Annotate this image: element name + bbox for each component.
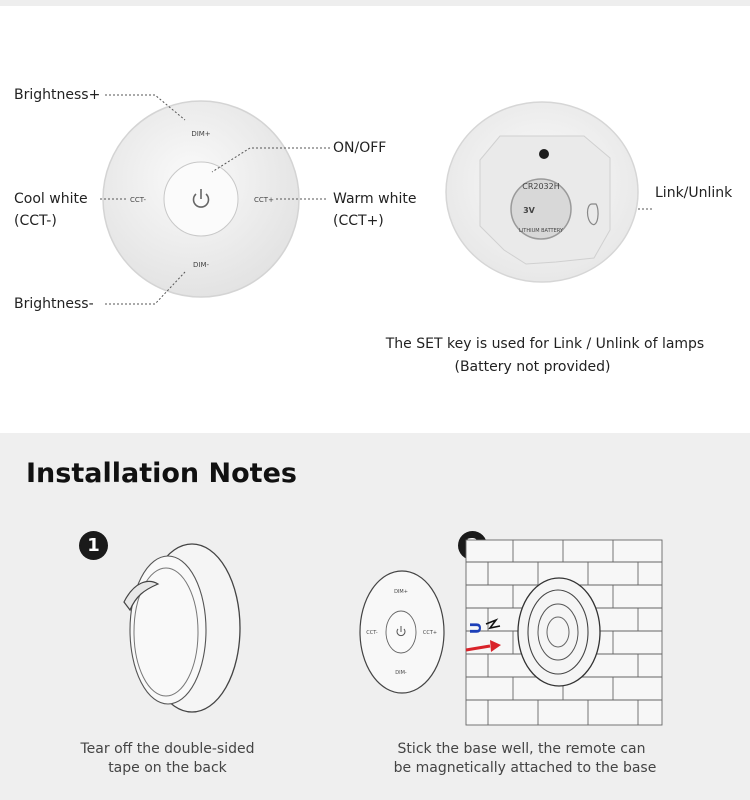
battery-type: LITHIUM BATTERY	[519, 228, 563, 234]
step-2-caption-line2: be magnetically attached to the base	[393, 760, 657, 776]
step-2-remote	[360, 571, 444, 693]
on-off-label: ON/OFF	[333, 140, 387, 156]
step-2-cct-plus: CCT+	[422, 630, 438, 636]
brightness-minus-label: Brightness-	[14, 296, 94, 312]
cool-white-code: (CCT-)	[14, 213, 57, 229]
cct-plus-text: CCT+	[254, 196, 274, 204]
warm-white-code: (CCT+)	[333, 213, 384, 229]
step-2-caption-line1: Stick the base well, the remote can	[397, 741, 646, 757]
remote-back-image	[444, 100, 640, 286]
set-key-caption: The SET key is used for Link / Unlink of lamps	[385, 336, 705, 352]
wall-base	[518, 578, 600, 686]
battery-note: (Battery not provided)	[454, 359, 611, 375]
set-key-hole	[539, 149, 549, 159]
step-2-image	[358, 536, 668, 732]
dim-minus-text: DIM-	[192, 261, 210, 269]
magnet-icon: U	[467, 621, 485, 635]
battery-image	[511, 179, 571, 239]
link-unlink-label: Link/Unlink	[655, 185, 733, 201]
step-2-dim-minus: DIM-	[395, 670, 407, 676]
warm-white-label: Warm white	[333, 191, 417, 207]
battery-model: CR2032H	[522, 182, 560, 191]
step-1-badge: 1	[79, 531, 108, 560]
installation-title: Installation Notes	[26, 458, 297, 489]
brightness-plus-label: Brightness+	[14, 87, 101, 103]
step-1-caption-line2: tape on the back	[108, 760, 227, 776]
battery-voltage: 3V	[523, 206, 535, 215]
step-1-caption-line1: Tear off the double-sided	[80, 741, 255, 757]
step-2-dim-plus: DIM+	[394, 589, 408, 595]
dim-plus-text: DIM+	[191, 130, 211, 138]
step-2-cct-minus: CCT-	[366, 630, 378, 636]
step-1-image	[108, 540, 243, 720]
cct-minus-text: CCT-	[130, 196, 146, 204]
cool-white-label: Cool white	[14, 191, 88, 207]
